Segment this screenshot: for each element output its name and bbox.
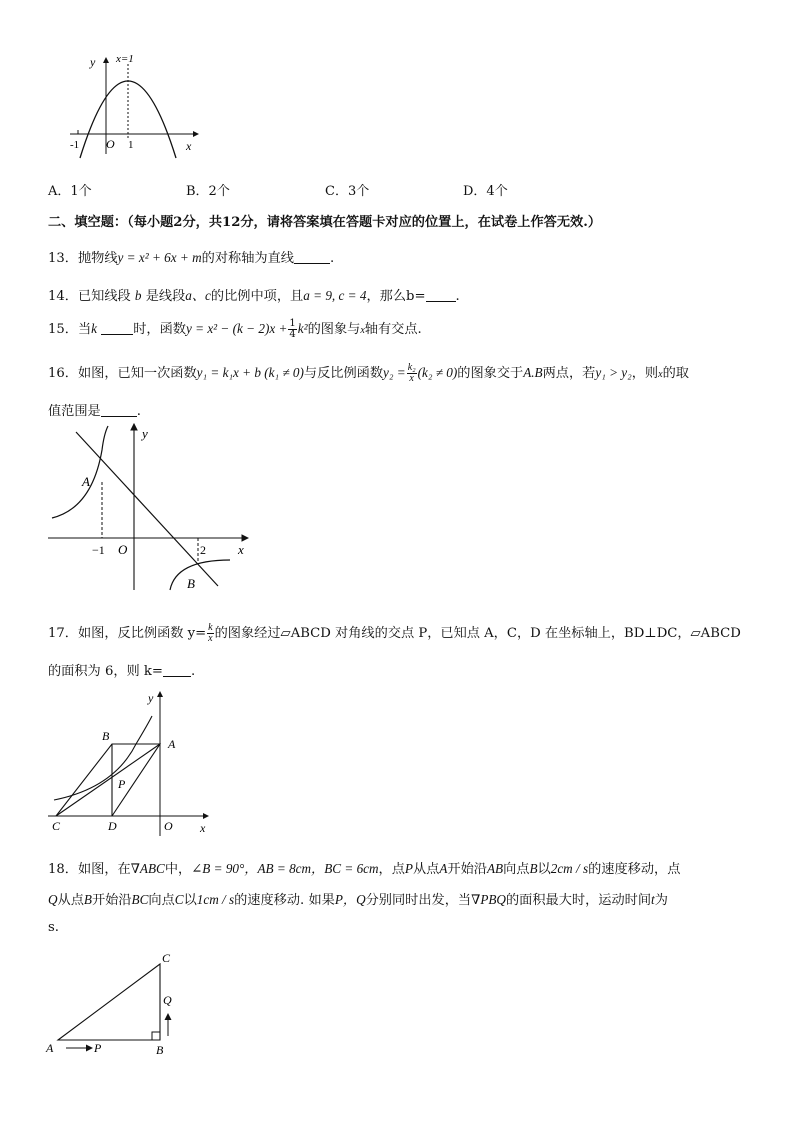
triangle-abc — [58, 964, 160, 1040]
question-18-line3: s. — [48, 920, 59, 935]
answer-blank[interactable] — [426, 290, 456, 302]
tick-neg1: −1 — [92, 543, 105, 557]
question-15: 15．当k 时，函数y = x² − (k − 2)x + $\frac{1}{4}$ k²的图象与x轴有交点. — [48, 318, 422, 340]
right-angle-mark — [152, 1032, 160, 1040]
point-c-label: C — [52, 819, 61, 833]
point-a-label: A — [168, 737, 176, 751]
x-label: x — [200, 821, 206, 835]
choice-d: D．4个 — [463, 184, 508, 199]
question-13: 13．抛物线y = x² + 6x + m的对称轴为直线 . — [48, 250, 335, 266]
question-17-line2: 的面积为 6，则 k= . — [48, 664, 196, 679]
question-16-line2: 值范围是 . — [48, 404, 141, 419]
parallelogram-graph — [44, 688, 214, 838]
linear-inverse-graph — [44, 420, 254, 592]
point-b-label: B — [156, 1043, 164, 1057]
choice-c: C．3个 — [325, 184, 370, 199]
section-2-heading: 二、填空题：（每小题2分，共12分，请将答案填在答题卡对应的位置上，在试卷上作答无效.） — [48, 215, 602, 230]
choice-a: A．1个 — [48, 184, 92, 199]
answer-blank[interactable] — [101, 323, 133, 335]
triangle-graph — [44, 948, 194, 1060]
choice-b: B．2个 — [186, 184, 230, 199]
x-label: x — [238, 542, 244, 557]
parabola-graph — [50, 50, 210, 160]
point-q-label: Q — [163, 993, 172, 1007]
point-b-label: B — [187, 576, 195, 591]
origin-label: O — [106, 137, 115, 151]
hyperbola-branch-lower — [170, 560, 230, 590]
tick-2: 2 — [200, 543, 206, 557]
origin-label: O — [118, 542, 128, 557]
point-p-label: P — [118, 777, 126, 791]
point-a-label: A — [46, 1041, 54, 1055]
question-14: 14．已知线段 b 是线段a、c的比例中项，且a = 9, c = 4，那么b= . — [48, 288, 460, 304]
question-16-line1: 16．如图，已知一次函数y₁ = k₁x + b (k₁ ≠ 0)与反比例函数y₂ = $\frac{\text{k₂}}{x}$ (k₂ ≠ 0)的图象交于A.B两点，若y₁ > y₂，则x的取 — [48, 362, 689, 384]
tick-neg1: -1 — [70, 139, 80, 151]
symmetry-label: x=1 — [116, 53, 134, 65]
hyperbola-branch-upper — [52, 426, 108, 518]
point-b-label: B — [102, 729, 110, 743]
point-p-label: P — [94, 1041, 102, 1055]
point-d-label: D — [108, 819, 117, 833]
point-c-label: C — [162, 951, 171, 965]
point-a-label: A — [82, 474, 90, 489]
y-label: y — [142, 426, 148, 441]
y-label: y — [90, 55, 96, 69]
question-18-line1: 18．如图，在∇ABC中，∠B = 90°，AB = 8cm，BC = 6cm，点P从点A开始沿AB向点B以2cm / s的速度移动，点 — [48, 861, 681, 877]
origin-label: O — [164, 819, 173, 833]
answer-blank[interactable] — [294, 252, 330, 264]
question-17-line1: 17．如图，反比例函数 y= $\frac{k}{x}$ 的图象经过▱ABCD 对角线的交点 P，已知点 A，C，D 在坐标轴上，BD⊥DC，▱ABCD — [48, 622, 741, 644]
x-label: x — [186, 139, 192, 153]
answer-blank[interactable] — [101, 405, 137, 417]
question-18-line2: Q从点B开始沿BC向点C以1cm / s的速度移动. 如果P，Q分别同时出发，当∇PBQ的面积最大时，运动时间t为 — [48, 892, 668, 908]
answer-blank[interactable] — [163, 665, 191, 677]
tick-1: 1 — [128, 139, 134, 151]
y-label: y — [148, 691, 154, 705]
linear-function-line — [76, 432, 218, 586]
